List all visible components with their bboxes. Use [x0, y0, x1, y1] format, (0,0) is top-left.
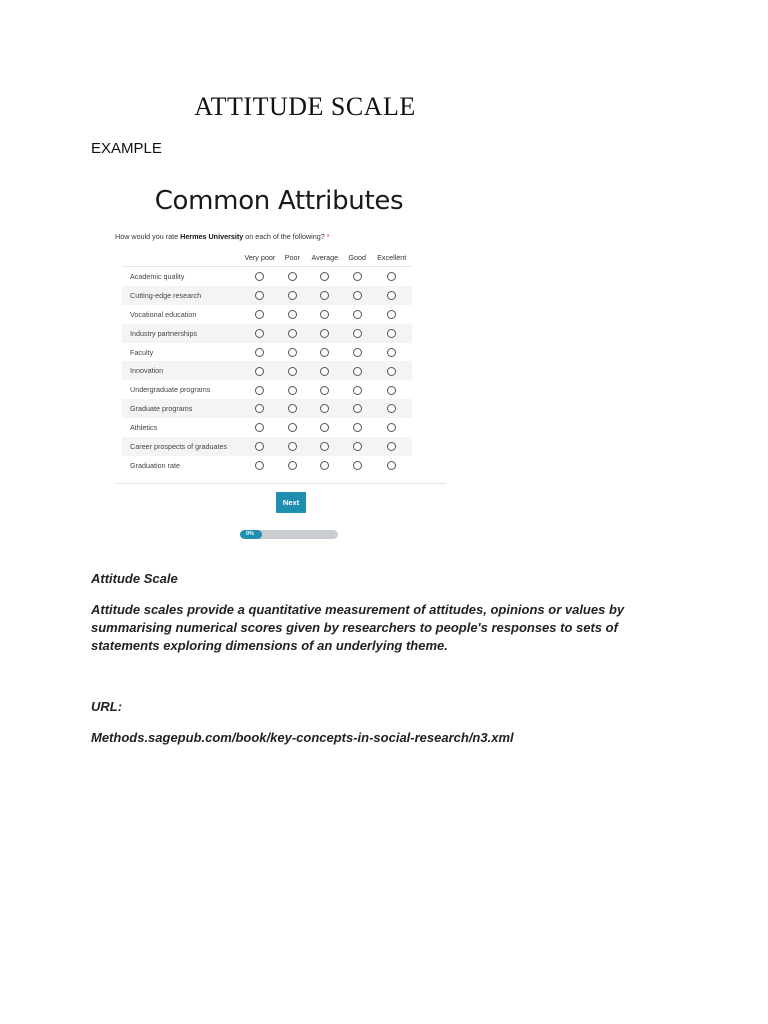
radio-button[interactable] [353, 461, 362, 470]
rating-row [122, 286, 412, 305]
radio-button[interactable] [320, 461, 329, 470]
radio-cell [343, 286, 371, 305]
radio-button[interactable] [288, 310, 297, 319]
rating-row [122, 324, 412, 343]
radio-cell [307, 399, 344, 418]
radio-cell [278, 343, 306, 362]
radio-button[interactable] [255, 461, 264, 470]
radio-button[interactable] [387, 348, 396, 357]
radio-button[interactable] [387, 329, 396, 338]
radio-button[interactable] [320, 423, 329, 432]
question-prefix: How would you rate [115, 232, 181, 241]
radio-cell [371, 286, 412, 305]
radio-button[interactable] [255, 329, 264, 338]
radio-cell [242, 456, 279, 475]
radio-cell [307, 343, 344, 362]
radio-button[interactable] [353, 442, 362, 451]
required-marker: * [326, 232, 330, 241]
radio-cell [343, 361, 371, 380]
radio-button[interactable] [387, 272, 396, 281]
radio-button[interactable] [320, 442, 329, 451]
radio-button[interactable] [387, 442, 396, 451]
radio-cell [371, 456, 412, 475]
radio-button[interactable] [255, 367, 264, 376]
radio-cell [307, 380, 344, 399]
radio-button[interactable] [288, 348, 297, 357]
definition-line: statements exploring dimensions of an underlying theme. [91, 638, 448, 653]
radio-button[interactable] [255, 386, 264, 395]
radio-cell [242, 418, 279, 437]
radio-button[interactable] [353, 404, 362, 413]
radio-button[interactable] [288, 423, 297, 432]
attribute-label: Athletics [130, 423, 158, 433]
radio-button[interactable] [353, 291, 362, 300]
radio-button[interactable] [320, 310, 329, 319]
rating-row [122, 361, 412, 380]
definition-text [91, 601, 671, 655]
radio-button[interactable] [387, 291, 396, 300]
attribute-label: Faculty [130, 347, 154, 357]
radio-cell [307, 456, 344, 475]
rating-row [122, 343, 412, 362]
url-heading: URL: [91, 699, 123, 714]
radio-cell [242, 324, 279, 343]
question-subject: Hermes University [180, 232, 244, 241]
rating-row [122, 437, 412, 456]
radio-button[interactable] [288, 461, 297, 470]
radio-button[interactable] [255, 423, 264, 432]
radio-cell [242, 399, 279, 418]
radio-cell [278, 361, 306, 380]
document-title: ATTITUDE SCALE [194, 92, 416, 121]
attribute-label: Graduation rate [130, 460, 180, 470]
radio-cell [307, 361, 344, 380]
radio-cell [278, 286, 306, 305]
rating-matrix [122, 248, 412, 475]
rating-row [122, 267, 412, 286]
definition-line: Attitude scales provide a quantitative measurement of attitudes, opinions or values by [91, 602, 625, 617]
radio-cell [371, 361, 412, 380]
rating-row [122, 399, 412, 418]
radio-cell [343, 267, 371, 286]
column-header: Average [307, 248, 344, 267]
radio-button[interactable] [353, 272, 362, 281]
radio-button[interactable] [320, 329, 329, 338]
rating-row [122, 456, 412, 475]
radio-button[interactable] [288, 367, 297, 376]
header-spacer [122, 248, 242, 267]
radio-cell [307, 324, 344, 343]
radio-cell [371, 418, 412, 437]
radio-button[interactable] [255, 404, 264, 413]
radio-button[interactable] [353, 329, 362, 338]
radio-button[interactable] [255, 348, 264, 357]
radio-button[interactable] [320, 404, 329, 413]
radio-button[interactable] [288, 272, 297, 281]
radio-cell [343, 418, 371, 437]
radio-button[interactable] [320, 386, 329, 395]
radio-cell [343, 305, 371, 324]
rating-row [122, 418, 412, 437]
radio-button[interactable] [255, 291, 264, 300]
radio-button[interactable] [255, 272, 264, 281]
attribute-label: Industry partnerships [122, 324, 242, 343]
radio-cell [343, 324, 371, 343]
radio-cell [343, 437, 371, 456]
radio-button[interactable] [387, 423, 396, 432]
radio-cell [371, 324, 412, 343]
radio-cell [307, 305, 344, 324]
radio-cell [371, 437, 412, 456]
radio-cell [343, 343, 371, 362]
radio-cell [371, 305, 412, 324]
radio-button[interactable] [288, 386, 297, 395]
question-suffix: on each of the following? [243, 232, 327, 241]
radio-cell [242, 380, 279, 399]
attribute-label: Career prospects of graduates [122, 437, 242, 456]
attribute-label: Innovation [122, 361, 242, 380]
radio-cell [371, 343, 412, 362]
radio-button[interactable] [387, 386, 396, 395]
radio-cell [307, 267, 344, 286]
column-header: Very poor [242, 248, 279, 267]
radio-cell [278, 456, 306, 475]
radio-cell [242, 361, 279, 380]
radio-cell [278, 324, 306, 343]
example-label: EXAMPLE [91, 140, 162, 157]
radio-cell [242, 267, 279, 286]
radio-cell [278, 380, 306, 399]
attribute-label: Vocational education [130, 309, 197, 319]
rating-row [122, 305, 412, 324]
attribute-label: Cutting-edge research [122, 286, 242, 305]
radio-cell [371, 399, 412, 418]
radio-cell [242, 286, 279, 305]
progress-label: 0% [246, 531, 254, 537]
radio-button[interactable] [387, 461, 396, 470]
attribute-label: Academic quality [130, 271, 185, 281]
radio-cell [371, 267, 412, 286]
radio-button[interactable] [255, 442, 264, 451]
radio-button[interactable] [353, 348, 362, 357]
survey-question [115, 232, 446, 241]
attribute-label: Undergraduate programs [130, 385, 211, 395]
radio-cell [343, 399, 371, 418]
radio-button[interactable] [320, 367, 329, 376]
radio-cell [242, 437, 279, 456]
radio-button[interactable] [288, 329, 297, 338]
radio-cell [278, 305, 306, 324]
definition-line: summarising numerical scores given by researchers to people's responses to sets of [91, 620, 618, 635]
radio-button[interactable] [353, 310, 362, 319]
radio-button[interactable] [387, 404, 396, 413]
definition-heading: Attitude Scale [91, 571, 178, 586]
radio-button[interactable] [288, 442, 297, 451]
radio-cell [343, 380, 371, 399]
radio-button[interactable] [387, 367, 396, 376]
source-url[interactable]: Methods.sagepub.com/book/key-concepts-in-social-research/n3.xml [91, 730, 514, 745]
radio-button[interactable] [320, 291, 329, 300]
column-header: Good [343, 248, 371, 267]
survey-screenshot [112, 178, 446, 546]
rating-header-row [122, 248, 412, 267]
survey-divider [115, 483, 446, 484]
radio-cell [307, 418, 344, 437]
rating-row [122, 380, 412, 399]
radio-cell [278, 418, 306, 437]
radio-button[interactable] [255, 310, 264, 319]
radio-cell [278, 437, 306, 456]
radio-button[interactable] [320, 348, 329, 357]
column-header: Excellent [371, 248, 412, 267]
radio-button[interactable] [288, 404, 297, 413]
progress-bar [240, 530, 338, 539]
radio-cell [278, 267, 306, 286]
radio-button[interactable] [387, 310, 396, 319]
radio-cell [371, 380, 412, 399]
radio-cell [343, 456, 371, 475]
radio-cell [278, 399, 306, 418]
attribute-label: Graduate programs [122, 399, 242, 418]
radio-cell [307, 286, 344, 305]
radio-cell [307, 437, 344, 456]
radio-button[interactable] [288, 291, 297, 300]
radio-button[interactable] [320, 272, 329, 281]
next-button[interactable]: Next [276, 492, 306, 513]
radio-cell [242, 305, 279, 324]
radio-cell [242, 343, 279, 362]
radio-button[interactable] [353, 386, 362, 395]
column-header: Poor [278, 248, 306, 267]
radio-button[interactable] [353, 367, 362, 376]
survey-heading: Common Attributes [154, 186, 404, 216]
radio-button[interactable] [353, 423, 362, 432]
